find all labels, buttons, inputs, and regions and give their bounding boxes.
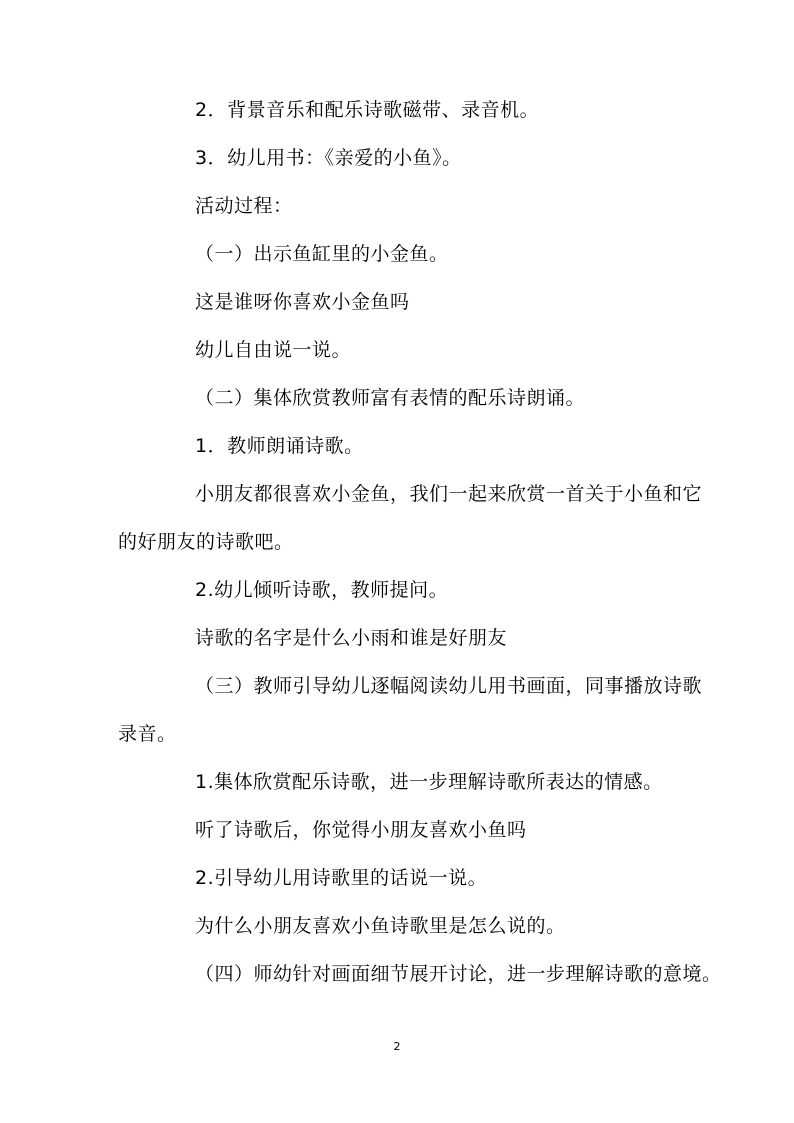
step-heading-2: （二）集体欣赏教师富有表情的配乐诗朗诵。 <box>195 387 586 409</box>
paragraph-materials-2: 2．背景音乐和配乐诗歌磁带、录音机。 <box>195 99 540 121</box>
paragraph-teacher-recite: 1．教师朗诵诗歌。 <box>195 435 364 457</box>
step-heading-3-line1: （三）教师引导幼儿逐幅阅读幼儿用书画面，同事播放诗歌 <box>195 675 703 697</box>
paragraph-question-3: 听了诗歌后，你觉得小朋友喜欢小鱼吗 <box>195 819 527 841</box>
step-heading-4: （四）师幼针对画面细节展开讨论，进一步理解诗歌的意境。 <box>195 963 722 985</box>
step-heading-1: （一）出示鱼缸里的小金鱼。 <box>195 243 449 265</box>
paragraph-question-4: 为什么小朋友喜欢小鱼诗歌里是怎么说的。 <box>195 915 566 937</box>
paragraph-guide: 2.引导幼儿用诗歌里的话说一说。 <box>195 867 488 889</box>
section-heading-process: 活动过程： <box>195 195 293 217</box>
paragraph-intro-line2: 的好朋友的诗歌吧。 <box>118 531 294 553</box>
page-number: 2 <box>393 1040 401 1053</box>
paragraph-materials-3: 3．幼儿用书：《亲爱的小鱼》。 <box>195 147 462 169</box>
paragraph-listen: 2.幼儿倾听诗歌，教师提问。 <box>195 579 449 601</box>
paragraph-appreciate: 1.集体欣赏配乐诗歌，进一步理解诗歌所表达的情感。 <box>195 771 663 793</box>
paragraph-question-1: 这是谁呀你喜欢小金鱼吗 <box>195 291 410 313</box>
paragraph-question-2: 诗歌的名字是什么小雨和谁是好朋友 <box>195 627 508 649</box>
paragraph-intro-line1: 小朋友都很喜欢小金鱼，我们一起来欣赏一首关于小鱼和它 <box>195 483 703 505</box>
step-heading-3-line2: 录音。 <box>118 723 177 745</box>
paragraph-free-talk: 幼儿自由说一说。 <box>195 339 352 361</box>
